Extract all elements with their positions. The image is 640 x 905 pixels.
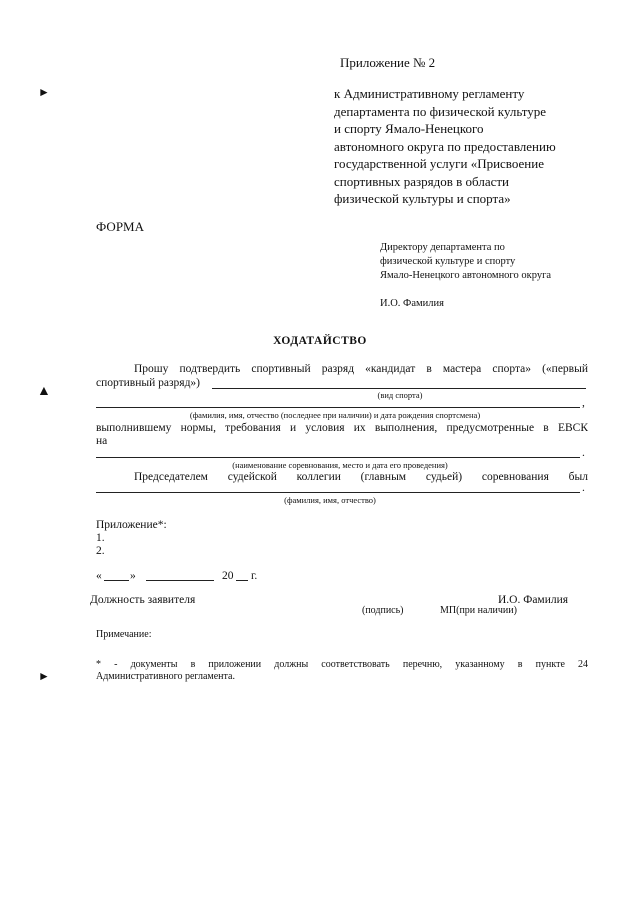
attachment-item-2: 2. (96, 545, 105, 557)
date-month-line[interactable] (146, 580, 214, 581)
competition-line-end: . (582, 447, 585, 459)
date-close-quote: » (130, 570, 136, 582)
addressee-line: Ямало-Ненецкого автономного округа (380, 270, 552, 281)
caption-judge: (фамилия, имя, отчество) (284, 495, 376, 505)
applicant-name: И.О. Фамилия (498, 594, 569, 606)
document-title: ХОДАТАЙСТВО (273, 335, 367, 347)
competition-field-line[interactable] (96, 457, 580, 458)
appendix-line: и спорту Ямало-Ненецкого (334, 121, 484, 136)
caption-athlete: (фамилия, имя, отчество (последнее при наличии) и дата рождения спортсмена) (189, 410, 481, 420)
appendix-line: к Административному регламенту (334, 86, 525, 101)
athlete-field-line[interactable] (96, 407, 580, 408)
petition-line-5-label: на (96, 435, 108, 447)
caption-sport: (вид спорта) (377, 390, 423, 400)
date-open-quote: « (96, 570, 102, 582)
petition-line-7: Председателем судейской коллегии (главным судьей) соревнования был (134, 471, 588, 483)
date-day-line[interactable] (104, 580, 129, 581)
date-year-suffix: г. (251, 570, 258, 582)
addressee-line: Директору департамента по (380, 242, 505, 253)
appendix-line: государственной услуги «Присвоение (334, 156, 544, 171)
appendix-line: спортивных разрядов в области (334, 173, 510, 189)
note-text-line-2: Административного регламента. (96, 671, 235, 682)
appendix-line: департамента по физической культуре (334, 103, 547, 119)
scan-mark-top: ► (38, 85, 50, 99)
stamp-caption: МП(при наличии) (440, 605, 517, 616)
attachment-item-1: 1. (96, 532, 105, 544)
appendix-body (334, 85, 604, 208)
note-text-line-1: * - документы в приложении должны соответствовать перечню, указанному в пункте 24 (96, 659, 588, 670)
judge-field-line[interactable] (96, 492, 580, 493)
date-year-line[interactable] (236, 580, 248, 581)
judge-line-end: . (582, 482, 585, 494)
attachments-label: Приложение*: (96, 519, 167, 531)
addressee-name: И.О. Фамилия (380, 298, 444, 309)
appendix-line: физической культуры и спорта» (334, 191, 511, 206)
addressee-block (380, 241, 600, 283)
applicant-position: Должность заявителя (90, 594, 196, 606)
sport-field-line[interactable] (212, 388, 586, 389)
petition-line-4: выполнившему нормы, требования и условия их выполнения, предусмотренные в ЕВСК (96, 422, 588, 434)
petition-line-1: Прошу подтвердить спортивный разряд «кандидат в мастера спорта» («первый (134, 363, 588, 375)
scan-mark-middle: ▲ (37, 384, 51, 399)
addressee-line: физической культуре и спорту (380, 256, 516, 267)
appendix-line: автономного округа по предоставлению (334, 138, 556, 154)
note-label: Примечание: (96, 629, 152, 640)
signature-caption: (подпись) (362, 605, 404, 616)
scan-mark-bottom: ► (38, 669, 50, 683)
petition-line-2-label: спортивный разряд») (96, 377, 200, 389)
date-year-prefix: 20 (222, 570, 234, 582)
form-label: ФОРМА (96, 219, 144, 234)
athlete-line-end: , (582, 397, 585, 409)
appendix-title: Приложение № 2 (340, 55, 436, 70)
caption-competition: (наименование соревнования, место и дата его проведения) (232, 460, 448, 470)
